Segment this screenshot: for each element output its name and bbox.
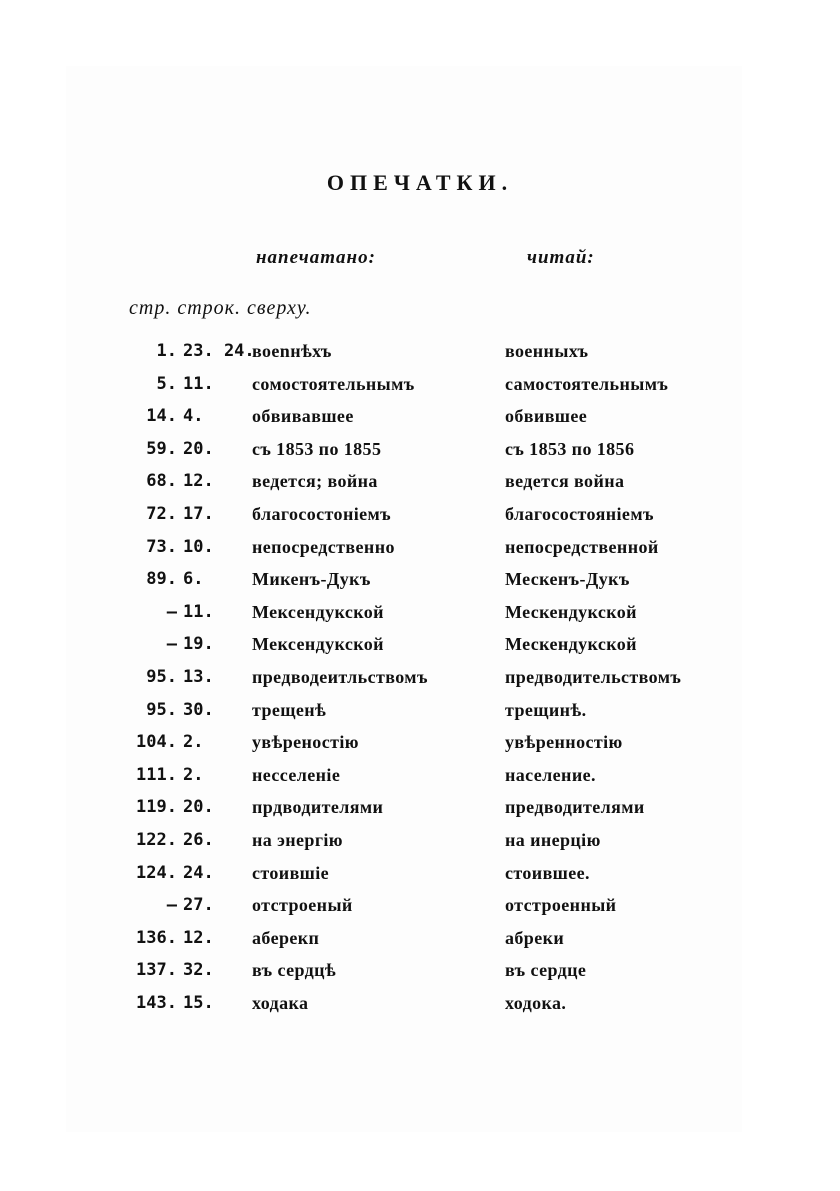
page-number: — [166, 895, 177, 916]
line-number: 27. [183, 895, 214, 916]
page-number: 124. [136, 862, 177, 883]
printed-text: благосостоніемъ [252, 503, 392, 524]
line-number: 24. [183, 862, 214, 883]
correct-text: непосредственной [505, 536, 659, 557]
errata-row [0, 403, 840, 436]
printed-text: ведется; война [252, 471, 378, 492]
line-number: 19. [183, 634, 214, 655]
errata-row [0, 729, 840, 762]
errata-row [0, 925, 840, 958]
correct-text: Мескенъ-Дукъ [505, 569, 630, 590]
errata-row [0, 697, 840, 730]
page-number: 111. [136, 764, 177, 785]
line-number: 12. [183, 927, 214, 948]
printed-text: съ 1853 по 1855 [252, 438, 382, 459]
line-number: 32. [183, 960, 214, 981]
line-number: 20. [183, 797, 214, 818]
errata-row [0, 892, 840, 925]
correct-text: увѣренностію [505, 732, 623, 753]
printed-text: въ сердцѣ [252, 960, 337, 981]
page-number: 68. [146, 471, 177, 492]
printed-text: стоившіе [252, 862, 330, 883]
correct-text: Мескендукской [505, 601, 637, 622]
errata-row [0, 827, 840, 860]
line-number: 11. [183, 373, 214, 394]
errata-row [0, 990, 840, 1023]
line-number: 26. [183, 829, 214, 850]
page-number: 73. [146, 536, 177, 557]
page-title: ОПЕЧАТКИ. [326, 170, 514, 195]
printed-text: ходака [252, 992, 309, 1013]
page-number: 14. [146, 406, 177, 427]
correct-text: на инерцію [505, 829, 601, 850]
printed-text: воеnнѣхъ [252, 341, 332, 361]
page-number: 137. [136, 960, 177, 981]
errata-row [0, 566, 840, 599]
page-number: 95. [146, 666, 177, 687]
page-number: 104. [136, 732, 177, 753]
errata-row [0, 468, 840, 501]
line-number: 2. [183, 732, 204, 753]
correct-text: абреки [505, 927, 565, 948]
correct-text: предводительствомъ [505, 666, 682, 687]
correct-text: трещинѣ. [505, 699, 587, 720]
correct-text: ведется война [505, 471, 625, 492]
errata-row [0, 664, 840, 697]
printed-text: Микенъ-Дукъ [252, 569, 371, 590]
errata-row [0, 338, 840, 371]
printed-column-header: напечатано: [256, 247, 376, 268]
line-number: 13. [183, 666, 214, 687]
correct-text: предводителями [505, 797, 645, 818]
line-number: 11. [183, 601, 214, 622]
page-number: 136. [136, 927, 177, 948]
errata-row [0, 501, 840, 534]
page-number: — [166, 634, 177, 655]
page-number: — [166, 601, 177, 622]
printed-text: несселеніе [252, 764, 341, 785]
printed-text: увѣреностію [252, 732, 359, 753]
page-number: 119. [136, 797, 177, 818]
line-number: 4. [183, 406, 204, 427]
page-number: 59. [146, 438, 177, 459]
correct-text: обвившее [505, 406, 588, 427]
line-number: 17. [183, 503, 214, 524]
errata-row [0, 957, 840, 990]
printed-text: прдводителями [252, 797, 384, 818]
page-number: 1. [156, 341, 177, 361]
printed-text: трещенѣ [252, 699, 327, 720]
correct-text: благосостояніемъ [505, 503, 654, 524]
read-column-header: читай: [527, 247, 595, 268]
correct-text: съ 1853 по 1856 [505, 438, 635, 459]
page-number: 89. [146, 569, 177, 590]
printed-text: Мексендукской [252, 634, 384, 655]
line-number: 20. [183, 438, 214, 459]
line-number: 6. [183, 569, 204, 590]
errata-row [0, 794, 840, 827]
correct-text: отстроенный [505, 895, 617, 916]
line-number: 30. [183, 699, 214, 720]
line-number: 23. 24. [183, 341, 255, 361]
printed-text: Мексендукской [252, 601, 384, 622]
correct-text: ходока. [505, 992, 567, 1013]
correct-text: Мескендукской [505, 634, 637, 655]
printed-text: аберекп [252, 927, 320, 948]
errata-row [0, 436, 840, 469]
printed-text: обвивавшее [252, 406, 354, 427]
page-number: 95. [146, 699, 177, 720]
correct-text: въ сердце [505, 960, 587, 981]
correct-text: стоившее. [505, 862, 590, 883]
printed-text: непосредственно [252, 536, 395, 557]
errata-row [0, 762, 840, 795]
printed-text: сомостоятельнымъ [252, 373, 415, 394]
errata-row [0, 371, 840, 404]
errata-row [0, 860, 840, 893]
page-number: 72. [146, 503, 177, 524]
correct-text: население. [505, 764, 596, 785]
page-number: 5. [156, 373, 177, 394]
printed-text: предводеитльствомъ [252, 666, 428, 687]
printed-text: на энергію [252, 829, 343, 850]
page-number: 143. [136, 992, 177, 1013]
correct-text: военныхъ [505, 341, 589, 361]
errata-row [0, 599, 840, 632]
printed-text: отстроеный [252, 895, 353, 916]
line-number: 12. [183, 471, 214, 492]
correct-text: самостоятельнымъ [505, 373, 669, 394]
line-number: 15. [183, 992, 214, 1013]
errata-table [0, 338, 840, 1022]
page-line-subheader: стр. строк. сверху. [129, 297, 312, 319]
errata-row [0, 631, 840, 664]
line-number: 2. [183, 764, 204, 785]
line-number: 10. [183, 536, 214, 557]
page-number: 122. [136, 829, 177, 850]
errata-row [0, 534, 840, 567]
